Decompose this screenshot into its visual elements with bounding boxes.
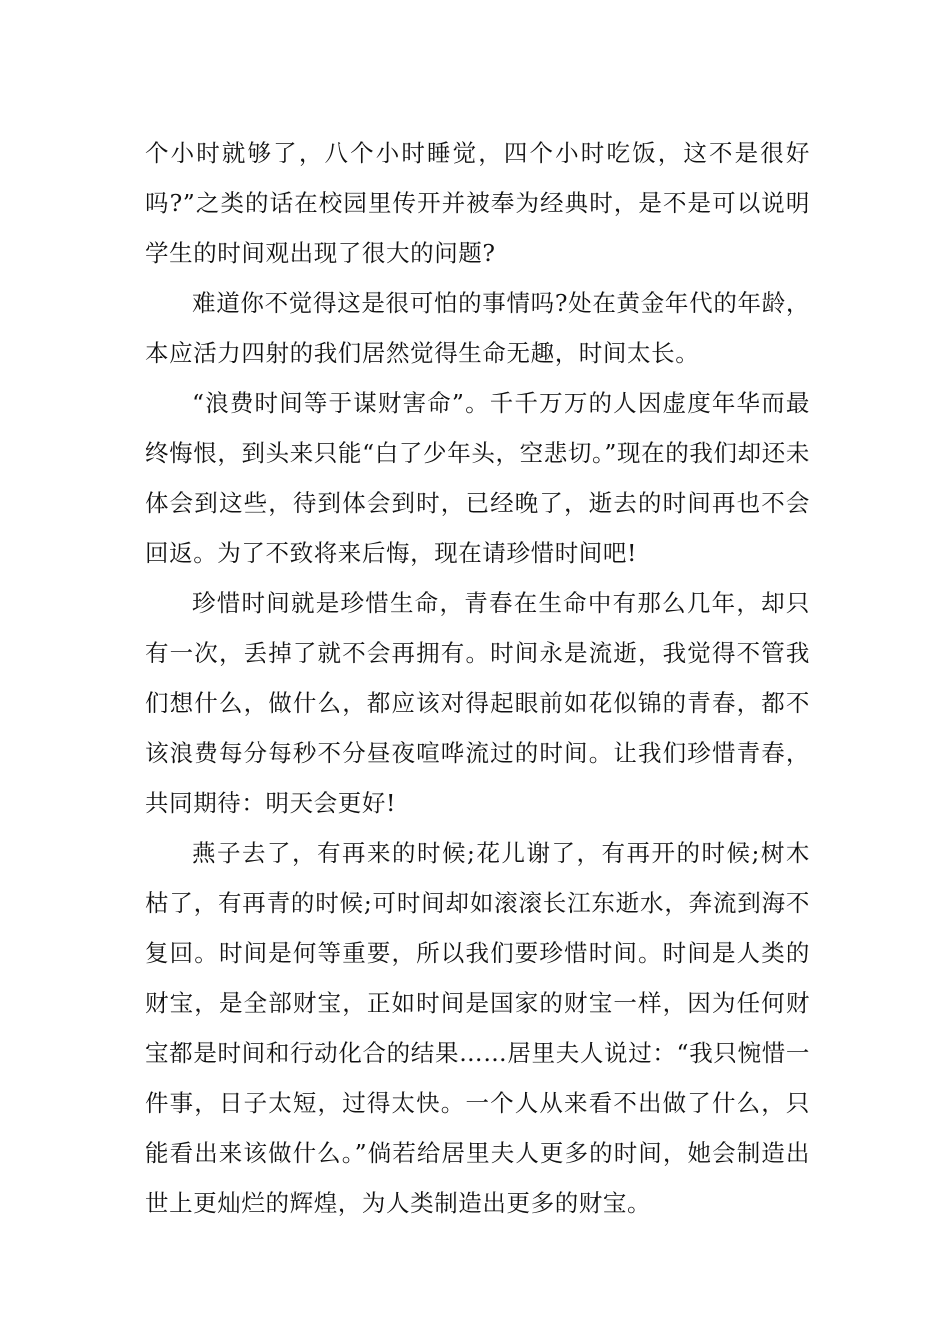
paragraph-1: 个小时就够了，八个小时睡觉，四个小时吃饭，这不是很好吗?”之类的话在校园里传开并被奉为经典时，是不是可以说明学生的时间观出现了很大的问题?	[145, 139, 810, 267]
paragraph-5: 燕子去了，有再来的时候;花儿谢了，有再开的时候;树木枯了，有再青的时候;可时间却如滚滚长江东逝水，奔流到海不复回。时间是何等重要，所以我们要珍惜时间。时间是人类的财宝，是全部财宝，正如时间是国家的财宝一样，因为任何财宝都是时间和行动化合的结果……居里夫人说过：“我只惋惜一件事，日子太短，过得太快。一个人从来看不出做了什么，只能看出来该做什么。”倘若给居里夫人更多的时间，她会制造出世上更灿烂的辉煌，为人类制造出更多的财宝。	[145, 839, 810, 1217]
paragraph-4: 珍惜时间就是珍惜生命，青春在生命中有那么几年，却只有一次，丢掉了就不会再拥有。时间永是流逝，我觉得不管我们想什么，做什么，都应该对得起眼前如花似锦的青春，都不该浪费每分每秒不分昼夜喧哗流过的时间。让我们珍惜青春，共同期待：明天会更好!	[145, 589, 810, 817]
paragraph-3: “浪费时间等于谋财害命”。千千万万的人因虚度年华而最终悔恨，到头来只能“白了少年头，空悲切。”现在的我们却还未体会到这些，待到体会到时，已经晚了，逝去的时间再也不会回返。为了不致将来后悔，现在请珍惜时间吧!	[145, 389, 810, 567]
paragraph-2: 难道你不觉得这是很可怕的事情吗?处在黄金年代的年龄，本应活力四射的我们居然觉得生命无趣，时间太长。	[145, 289, 810, 367]
document-body	[145, 128, 810, 1228]
